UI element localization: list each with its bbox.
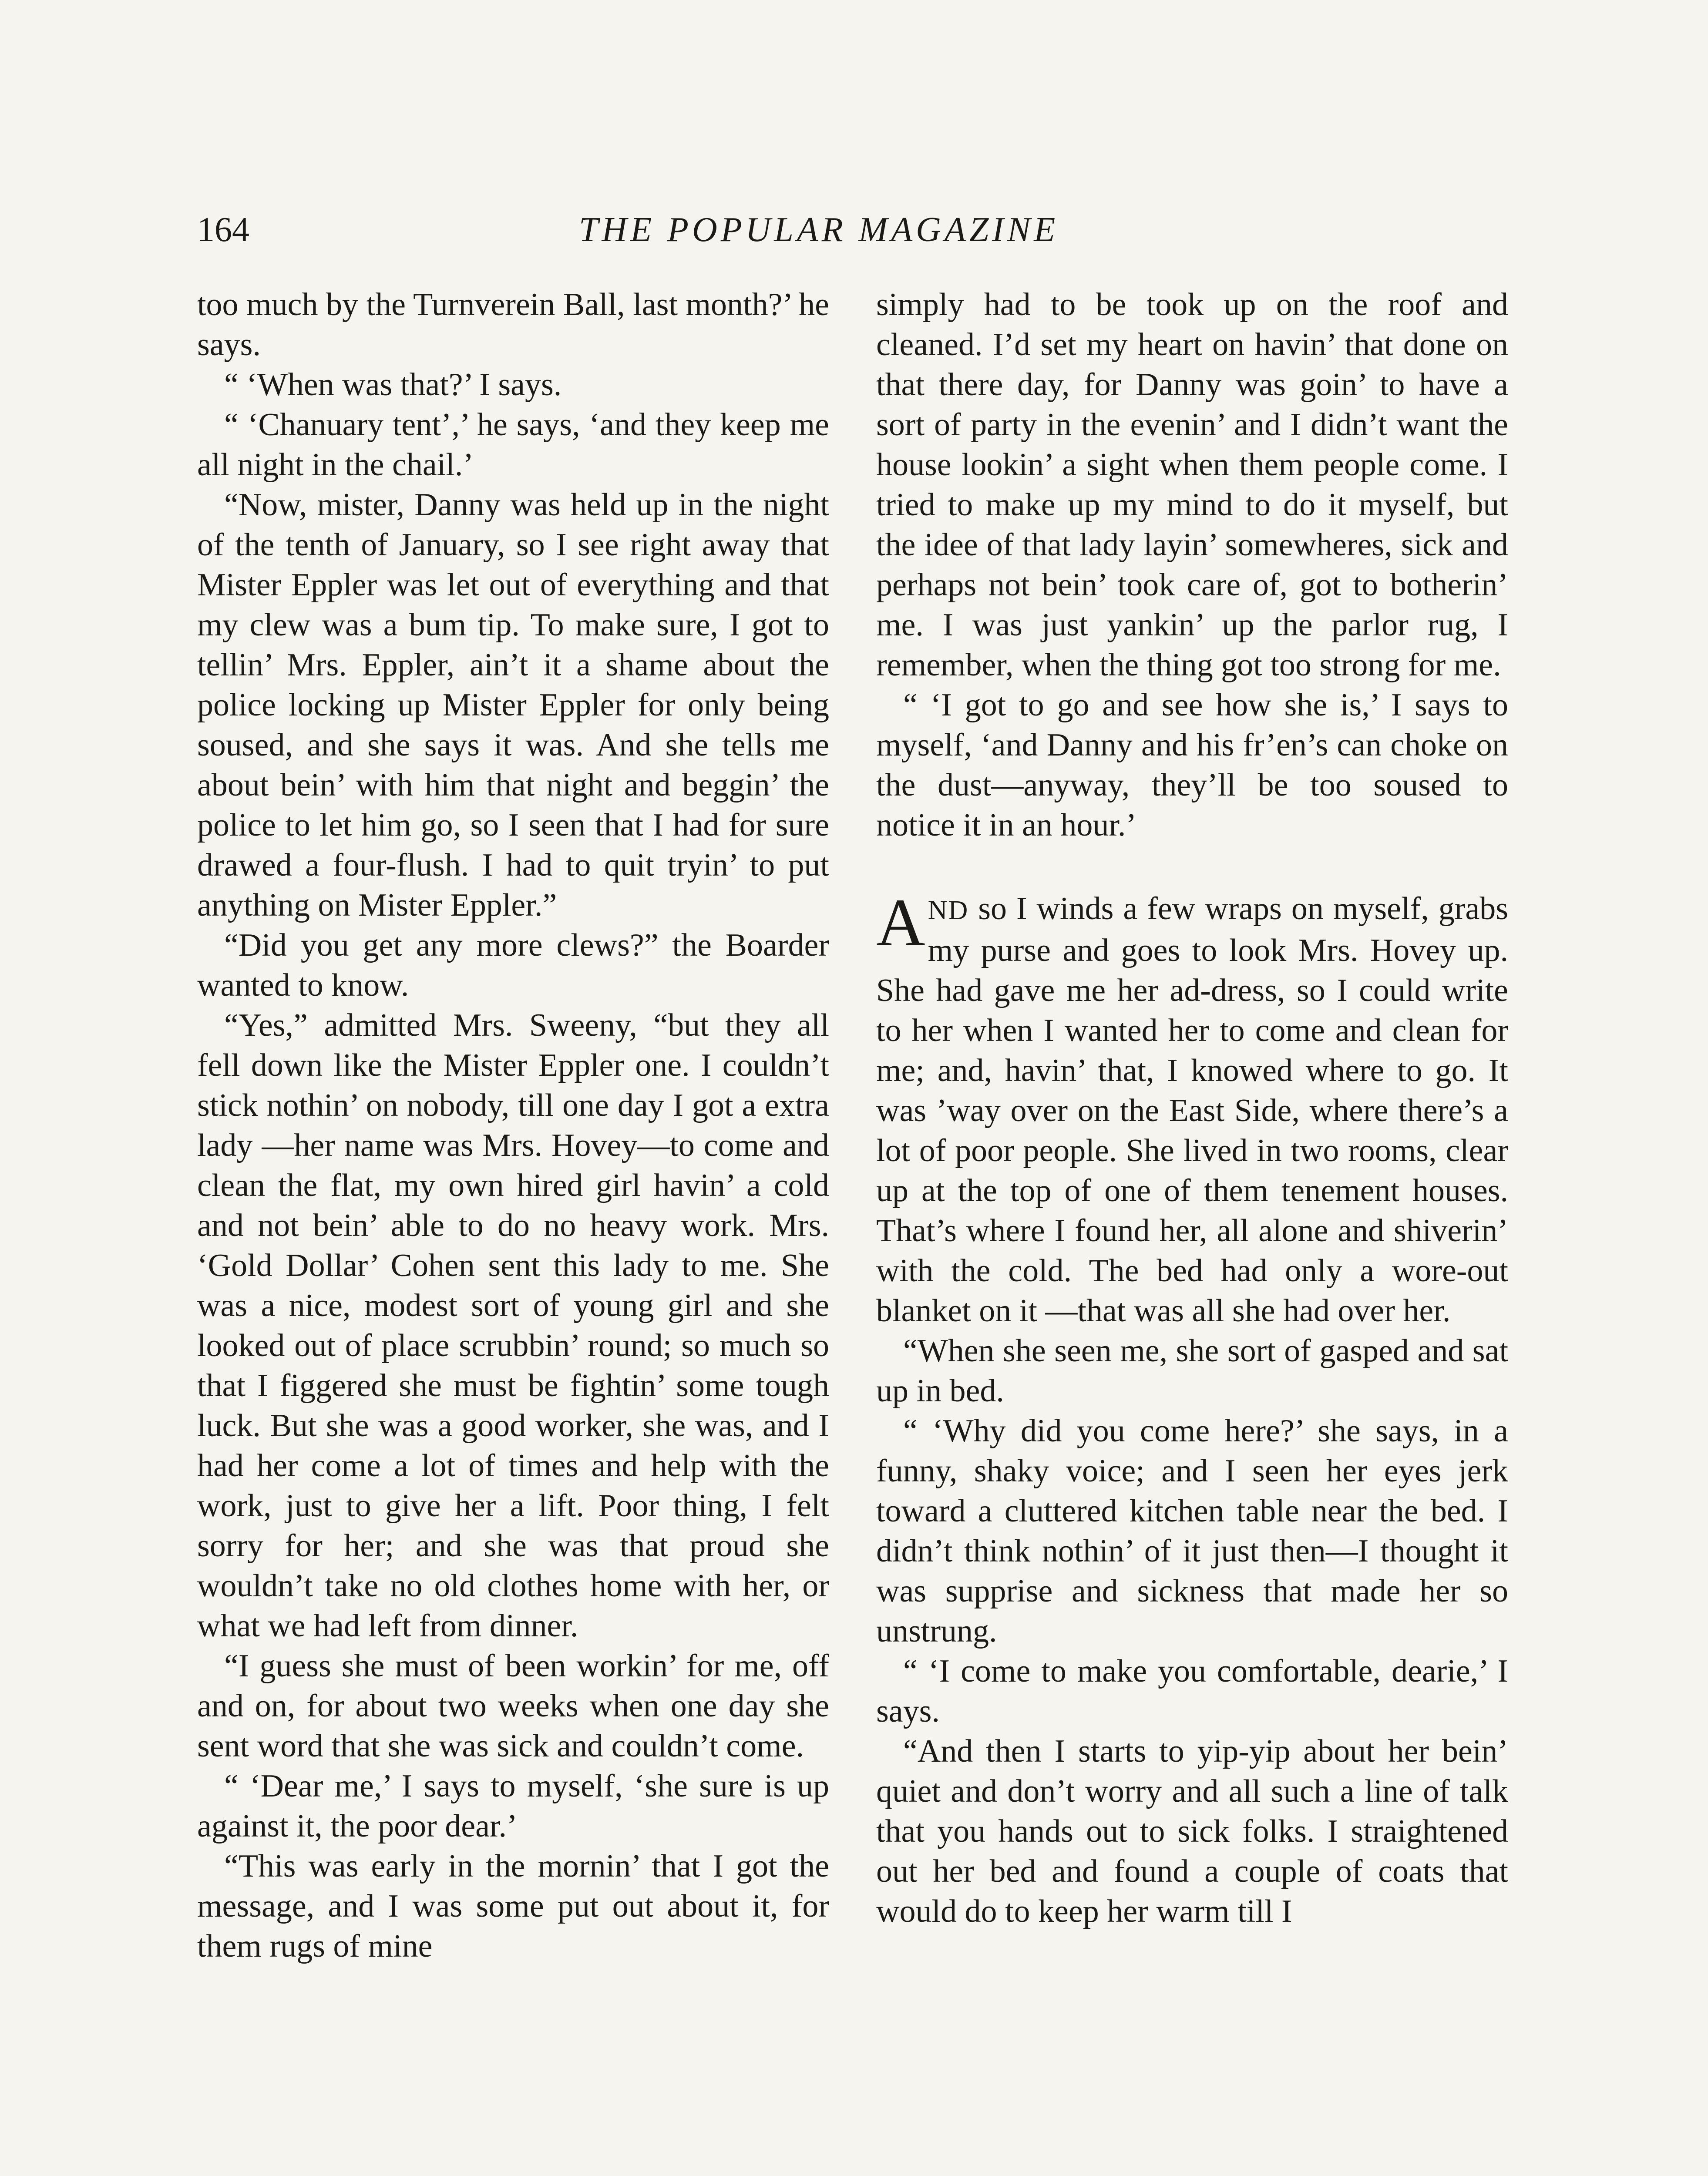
- paragraph: too much by the Turnverein Ball, last month?’ he says.: [197, 287, 829, 363]
- paragraph: “Yes,” admitted Mrs. Sweeny, “but they all fell down like the Mister Eppler one. I couldn’t stick nothin’ on nobody, till one day I got a extra lady —her name was Mrs. Hovey—to come and clean the flat, my own hired girl havin’ a cold and not bein’ able to do no heavy work. Mrs. ‘Gold Dollar’ Cohen sent this lady to me. She was a nice, modest sort of young girl and she looked out of place scrubbin’ round; so much so that I figgered she must be fightin’ some tough luck. But she was a good worker, she was, and I had her come a lot of times and help with the work, just to give her a lift. Poor thing, I felt sorry for her; and she was that proud she wouldn’t take no old clothes home with her, or what we had left from dinner.: [197, 1007, 829, 1644]
- paragraph: “I guess she must of been workin’ for me, off and on, for about two weeks when one day she sent word that she was sick and couldn’t come.: [197, 1648, 829, 1764]
- section-break: [876, 845, 1508, 889]
- small-caps-lead: ND: [928, 896, 969, 925]
- paragraph: “Did you get any more clews?” the Boarder wanted to know.: [197, 927, 829, 1003]
- paragraph: “And then I starts to yip-yip about her bein’ quiet and don’t worry and all such a line of talk that you hands out to sick folks. I straightened out her bed and found a couple of coats that would do to keep her warm till I: [876, 1733, 1508, 1929]
- paragraph: “ ‘I got to go and see how she is,’ I says to myself, ‘and Danny and his fr’en’s can choke on the dust—anyway, they’ll be too soused to notice it in an hour.’: [876, 687, 1508, 843]
- running-head: THE POPULAR MAGAZINE: [579, 211, 1059, 249]
- paragraph: “This was early in the mornin’ that I got the message, and I was some put out about it, for them rugs of mine: [197, 1848, 829, 1964]
- left-column: [197, 285, 829, 1966]
- paragraph: “Now, mister, Danny was held up in the night of the tenth of January, so I see right away that Mister Eppler was let out of everything and that my clew was a bum tip. To make sure, I got to tellin’ Mrs. Eppler, ain’t it a shame about the police locking up Mister Eppler for only being soused, and she says it was. And she tells me about bein’ with him that night and beggin’ the police to let him go, so I seen that I had for sure drawed a four-flush. I had to quit tryin’ to put anything on Mister Eppler.”: [197, 487, 829, 923]
- paragraph: “ ‘Chanuary tent’,’ he says, ‘and they keep me all night in the chail.’: [197, 407, 829, 483]
- page-number: 164: [197, 211, 249, 249]
- drop-cap: A: [876, 885, 925, 960]
- dropcap-paragraph-text: so I winds a few wraps on myself, grabs my purse and goes to look Mrs. Hovey up. She had gave me her ad-dress, so I could write to her when I wanted her to come and clean for me; and, havin’ that, I knowed where to go. It was ’way over on the East Side, where there’s a lot of poor people. She lived in two rooms, clear up at the top of one of them tenement houses. That’s where I found her, all alone and shiverin’ with the cold. The bed had only a wore-out blanket on it —that was all she had over her.: [876, 891, 1508, 1329]
- paragraph: simply had to be took up on the roof and cleaned. I’d set my heart on havin’ that done on that there day, for Danny was goin’ to have a sort of party in the evenin’ and I didn’t want the house lookin’ a sight when them people come. I tried to make up my mind to do it myself, but the idee of that lady layin’ somewheres, sick and perhaps not bein’ took care of, got to botherin’ me. I was just yankin’ up the parlor rug, I remember, when the thing got too strong for me.: [876, 287, 1508, 683]
- paragraph: “ ‘Dear me,’ I says to myself, ‘she sure is up against it, the poor dear.’: [197, 1768, 829, 1844]
- right-column: [876, 285, 1508, 1931]
- paragraph: “ ‘Why did you come here?’ she says, in a funny, shaky voice; and I seen her eyes jerk toward a cluttered kitchen table near the bed. I didn’t think nothin’ of it just then—I thought it was supprise and sickness that made her so unstrung.: [876, 1413, 1508, 1649]
- paragraph: “ ‘When was that?’ I says.: [224, 367, 562, 403]
- dropcap-paragraph: [876, 885, 1508, 1331]
- paragraph: “ ‘I come to make you comfortable, dearie,’ I says.: [876, 1653, 1508, 1729]
- paragraph: “When she seen me, she sort of gasped and sat up in bed.: [876, 1333, 1508, 1409]
